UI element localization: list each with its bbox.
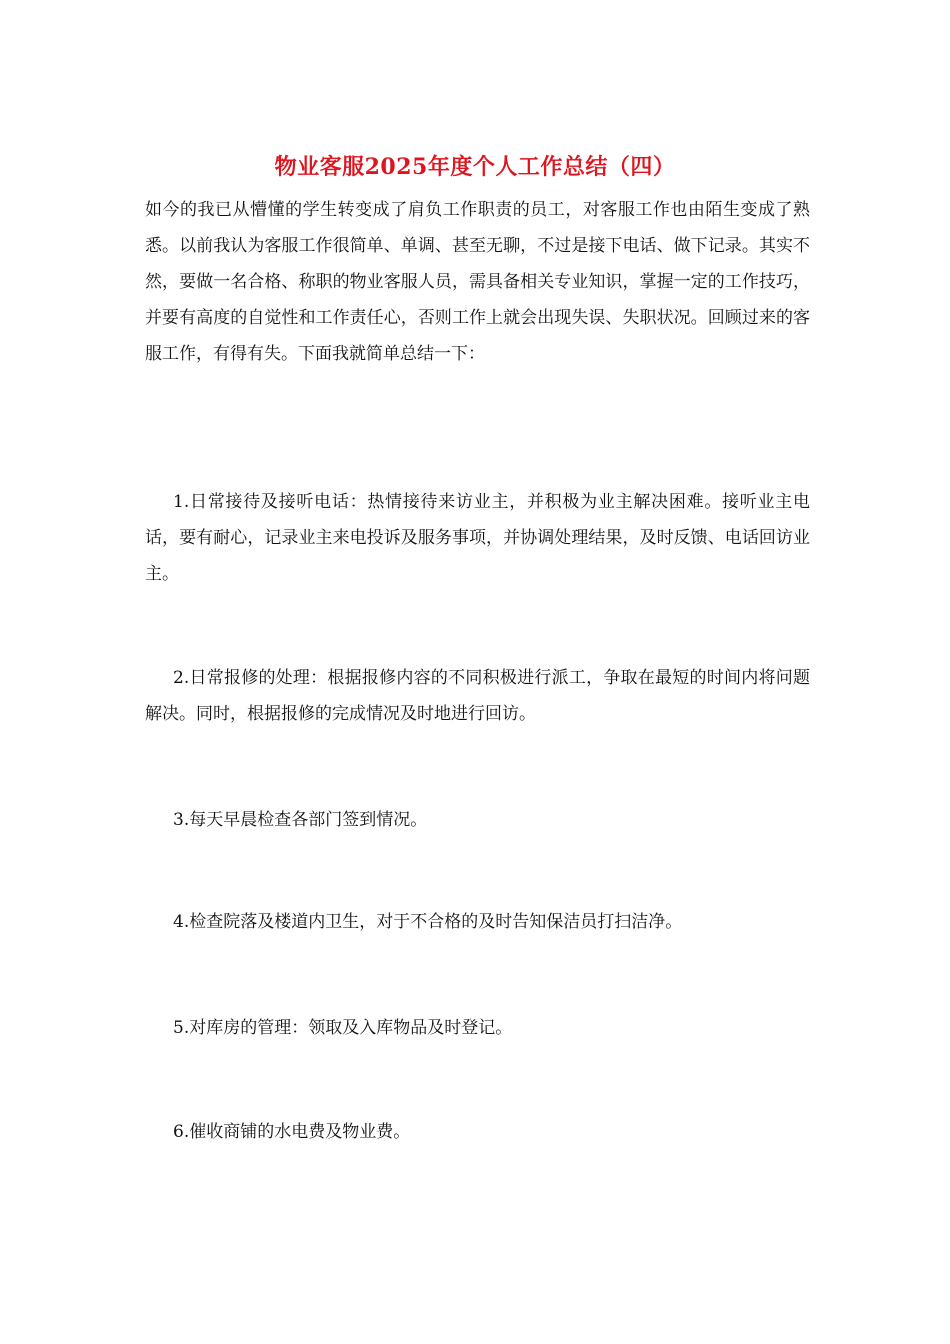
list-item: 5.对库房的管理：领取及入库物品及时登记。	[173, 1018, 513, 1038]
list-item: 6.催收商铺的水电费及物业费。	[173, 1122, 411, 1142]
document-title: 物业客服2025年度个人工作总结（四）	[274, 154, 676, 180]
list-item: 2.日常报修的处理：根据报修内容的不同积极进行派工，争取在最短的时间内将问题解决。同时，根据报修的完成情况及时地进行回访。	[145, 668, 810, 724]
list-item: 4.检查院落及楼道内卫生，对于不合格的及时告知保洁员打扫洁净。	[173, 912, 683, 932]
intro-paragraph: 如今的我已从懵懂的学生转变成了肩负工作职责的员工，对客服工作也由陌生变成了熟悉。以前我认为客服工作很简单、单调、甚至无聊，不过是接下电话、做下记录。其实不然，要做一名合格、称职的物业客服人员，需具备相关专业知识，掌握一定的工作技巧，并要有高度的自觉性和工作责任心，否则工作上就会出现失误、失职状况。回顾过来的客服工作，有得有失。下面我就简单总结一下：	[145, 200, 810, 364]
list-item: 1.日常接待及接听电话：热情接待来访业主，并积极为业主解决困难。接听业主电话，要有耐心，记录业主来电投诉及服务事项，并协调处理结果，及时反馈、电话回访业主。	[145, 492, 810, 584]
list-item: 3.每天早晨检查各部门签到情况。	[173, 810, 428, 830]
